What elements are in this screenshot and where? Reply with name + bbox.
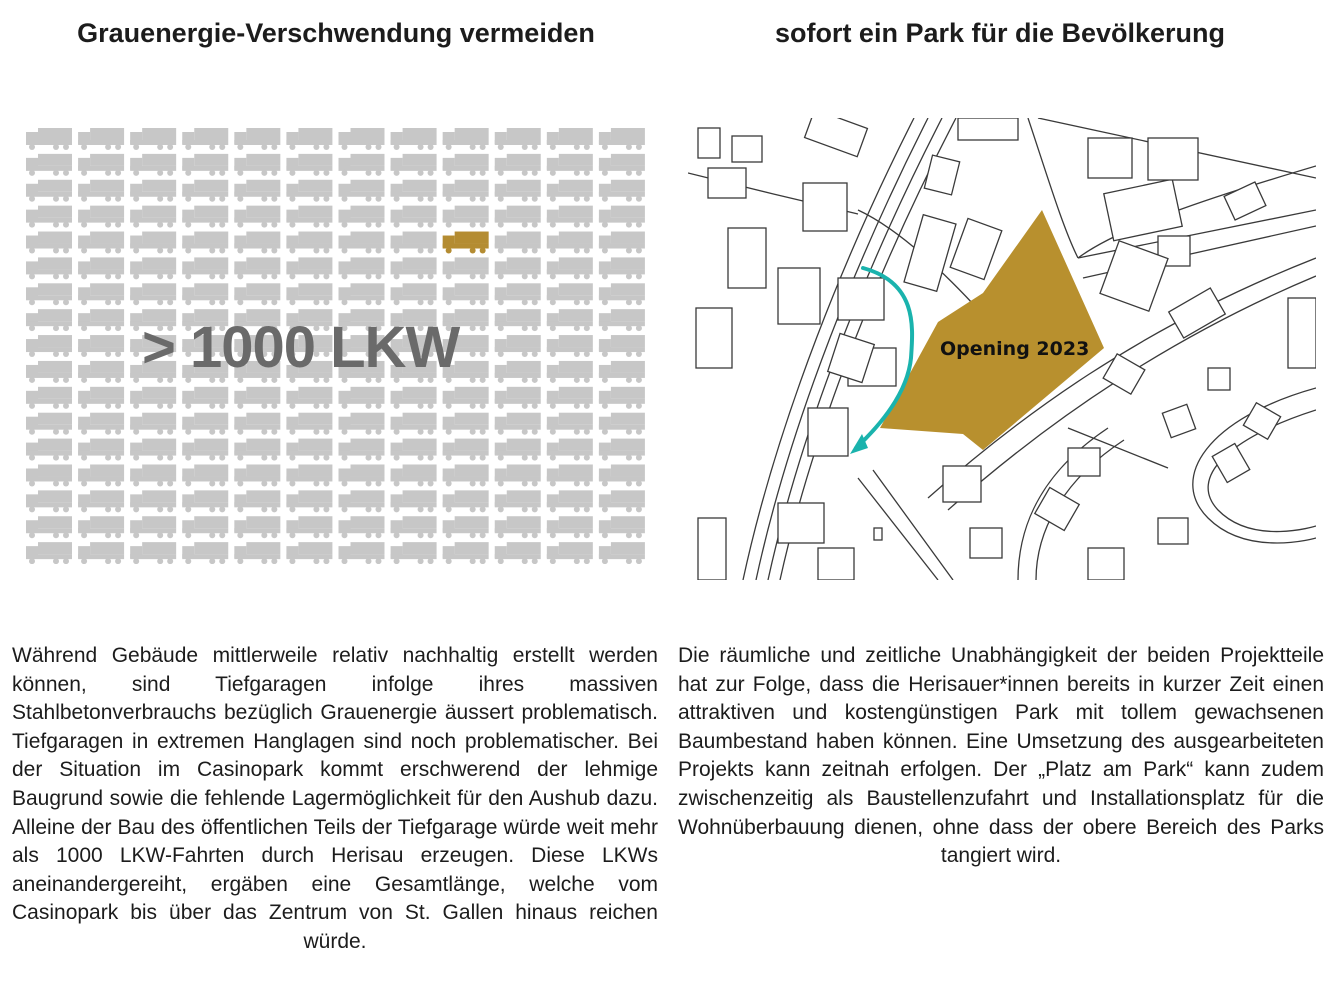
truck-icon bbox=[78, 413, 124, 435]
truck-icon bbox=[495, 516, 541, 538]
truck-icon bbox=[182, 413, 228, 435]
truck-icon bbox=[547, 361, 593, 383]
truck-icon bbox=[286, 542, 332, 564]
truck-icon bbox=[391, 154, 437, 176]
truck-icon bbox=[443, 257, 489, 279]
truck-icon bbox=[182, 128, 228, 150]
truck-icon bbox=[391, 180, 437, 202]
truck-icon bbox=[286, 413, 332, 435]
truck-icon bbox=[234, 516, 280, 538]
truck-icon bbox=[339, 439, 385, 461]
truck-icon bbox=[599, 206, 645, 228]
truck-icon bbox=[443, 206, 489, 228]
truck-icon bbox=[78, 206, 124, 228]
truck-icon bbox=[495, 283, 541, 305]
truck-icon bbox=[182, 464, 228, 486]
truck-icon bbox=[339, 257, 385, 279]
right-paragraph: Die räumliche und zeitliche Unabhängigkeit der beiden Projektteile hat zur Folge, dass die Herisauer*innen bereits in kurzer Zeit einen attraktiven und kostengünstigen Park mit tollem gewachsenen Baumbestand haben können. Eine Umsetzung des ausgearbeiteten Projekts kann zeitnah erfolgen. Der „Platz am Park“ kann zudem zwischenzeitig als Baustellenzufahrt und Installationsplatz für die Wohnüberbauung dienen, ohne dass der obere Bereich des Parks tangiert wird. bbox=[678, 644, 1324, 868]
truck-icon bbox=[130, 464, 176, 486]
truck-icon bbox=[495, 387, 541, 409]
truck-icon bbox=[495, 361, 541, 383]
truck-icon bbox=[182, 542, 228, 564]
truck-icon bbox=[78, 335, 124, 357]
truck-icon bbox=[234, 154, 280, 176]
truck-icon bbox=[599, 283, 645, 305]
truck-icon bbox=[599, 361, 645, 383]
truck-icon bbox=[26, 464, 72, 486]
truck-icon bbox=[26, 516, 72, 538]
truck-icon bbox=[78, 128, 124, 150]
truck-icon bbox=[599, 257, 645, 279]
truck-icon bbox=[495, 464, 541, 486]
truck-icon bbox=[78, 361, 124, 383]
truck-icon bbox=[78, 542, 124, 564]
truck-icon bbox=[495, 309, 541, 331]
truck-icon bbox=[26, 154, 72, 176]
truck-icon bbox=[391, 128, 437, 150]
truck-icon bbox=[286, 154, 332, 176]
truck-icon bbox=[391, 206, 437, 228]
truck-icon bbox=[547, 387, 593, 409]
truck-icon bbox=[339, 154, 385, 176]
truck-icon bbox=[286, 283, 332, 305]
truck-icon bbox=[286, 439, 332, 461]
truck-icon bbox=[26, 283, 72, 305]
truck-icon bbox=[495, 413, 541, 435]
truck-icon bbox=[286, 464, 332, 486]
truck-icon bbox=[26, 439, 72, 461]
truck-icon bbox=[130, 206, 176, 228]
truck-icon bbox=[339, 387, 385, 409]
truck-icon bbox=[234, 439, 280, 461]
truck-icon bbox=[26, 387, 72, 409]
truck-icon bbox=[443, 542, 489, 564]
truck-icon bbox=[130, 232, 176, 254]
truck-icon bbox=[495, 542, 541, 564]
truck-icon bbox=[599, 387, 645, 409]
truck-icon bbox=[130, 180, 176, 202]
truck-icon bbox=[443, 516, 489, 538]
truck-icon bbox=[286, 387, 332, 409]
truck-icon bbox=[443, 283, 489, 305]
truck-icon bbox=[286, 257, 332, 279]
truck-icon bbox=[391, 490, 437, 512]
truck-icon bbox=[443, 154, 489, 176]
truck-icon bbox=[26, 413, 72, 435]
truck-icon bbox=[182, 257, 228, 279]
truck-icon bbox=[130, 387, 176, 409]
truck-icon bbox=[495, 490, 541, 512]
truck-icon bbox=[234, 232, 280, 254]
truck-icon bbox=[599, 309, 645, 331]
truck-icon bbox=[26, 309, 72, 331]
truck-icon bbox=[339, 283, 385, 305]
truck-icon bbox=[130, 413, 176, 435]
truck-icon bbox=[547, 490, 593, 512]
truck-icon bbox=[26, 335, 72, 357]
truck-icon bbox=[547, 309, 593, 331]
truck-icon bbox=[234, 413, 280, 435]
truck-icon bbox=[599, 542, 645, 564]
truck-icon bbox=[234, 387, 280, 409]
truck-icon bbox=[547, 232, 593, 254]
truck-icon bbox=[286, 232, 332, 254]
truck-icon bbox=[234, 490, 280, 512]
truck-icon bbox=[26, 257, 72, 279]
truck-icon bbox=[182, 490, 228, 512]
left-heading: Grauenergie-Verschwendung vermeiden bbox=[77, 18, 595, 48]
truck-icon bbox=[391, 439, 437, 461]
truck-icon bbox=[547, 283, 593, 305]
truck-icon bbox=[599, 128, 645, 150]
truck-icon bbox=[339, 232, 385, 254]
truck-icon bbox=[78, 464, 124, 486]
truck-icon bbox=[391, 542, 437, 564]
truck-icon bbox=[443, 439, 489, 461]
truck-icon bbox=[547, 516, 593, 538]
truck-icon bbox=[182, 283, 228, 305]
truck-icon bbox=[391, 283, 437, 305]
truck-icon bbox=[547, 206, 593, 228]
truck-icon bbox=[339, 413, 385, 435]
truck-icon bbox=[130, 154, 176, 176]
truck-icon bbox=[495, 439, 541, 461]
truck-icon bbox=[339, 464, 385, 486]
truck-icon bbox=[391, 232, 437, 254]
truck-icon bbox=[547, 335, 593, 357]
truck-icon bbox=[599, 490, 645, 512]
truck-count-label: > 1000 LKW bbox=[142, 315, 460, 380]
truck-icon bbox=[286, 490, 332, 512]
truck-icon bbox=[234, 283, 280, 305]
truck-icon bbox=[234, 464, 280, 486]
truck-icon bbox=[26, 180, 72, 202]
truck-icon bbox=[182, 180, 228, 202]
truck-icon bbox=[130, 490, 176, 512]
truck-icon bbox=[391, 413, 437, 435]
truck-icon bbox=[547, 180, 593, 202]
truck-icon bbox=[599, 232, 645, 254]
truck-icon bbox=[182, 154, 228, 176]
left-paragraph: Während Gebäude mittlerweile relativ nachhaltig erstellt werden können, sind Tiefgaragen infolge ihres massiven Stahlbetonverbrauchs bezüglich Grauenergie äussert problematisch. Tiefgaragen in extremen Hanglagen sind noch problematischer. Bei der Situation im Casinopark kommt erschwerend der lehmige Baugrund sowie die fehlende Lagermöglichkeit für den Aushub dazu. Alleine der Bau des öffentlichen Teils der Tiefgarage würde weit mehr als 1000 LKW-Fahrten durch Herisau erzeugen. Diese LKWs aneinandergereiht, ergäben eine Gesamtlänge, welche vom Casinopark bis über das Zentrum von St. Gallen hinaus reichen würde. bbox=[12, 644, 658, 953]
truck-icon bbox=[26, 206, 72, 228]
truck-icon bbox=[443, 128, 489, 150]
truck-icon bbox=[78, 257, 124, 279]
truck-icon bbox=[182, 516, 228, 538]
truck-icon bbox=[391, 464, 437, 486]
truck-icon bbox=[130, 516, 176, 538]
truck-icon bbox=[495, 335, 541, 357]
truck-icon bbox=[234, 257, 280, 279]
truck-icon bbox=[599, 516, 645, 538]
truck-icon bbox=[599, 439, 645, 461]
truck-icon bbox=[443, 490, 489, 512]
truck-icon bbox=[234, 128, 280, 150]
truck-icon bbox=[339, 128, 385, 150]
truck-icon bbox=[286, 128, 332, 150]
truck-icon bbox=[78, 283, 124, 305]
truck-icon bbox=[495, 232, 541, 254]
truck-icon bbox=[599, 464, 645, 486]
truck-icon bbox=[26, 542, 72, 564]
truck-icon bbox=[495, 206, 541, 228]
truck-icon bbox=[599, 154, 645, 176]
truck-icon bbox=[495, 128, 541, 150]
truck-icon bbox=[182, 439, 228, 461]
truck-icon bbox=[130, 257, 176, 279]
truck-icon bbox=[130, 283, 176, 305]
truck-icon bbox=[130, 128, 176, 150]
truck-icon bbox=[234, 542, 280, 564]
truck-icon bbox=[547, 154, 593, 176]
truck-icon bbox=[26, 361, 72, 383]
truck-icon bbox=[443, 180, 489, 202]
truck-icon bbox=[286, 206, 332, 228]
truck-icon bbox=[599, 413, 645, 435]
truck-icon bbox=[234, 206, 280, 228]
truck-icon bbox=[78, 387, 124, 409]
truck-icon bbox=[130, 439, 176, 461]
truck-icon bbox=[182, 232, 228, 254]
truck-icon bbox=[547, 439, 593, 461]
truck-icon bbox=[78, 154, 124, 176]
truck-icon bbox=[495, 180, 541, 202]
truck-icon bbox=[547, 413, 593, 435]
truck-icon bbox=[78, 516, 124, 538]
truck-icon bbox=[339, 490, 385, 512]
truck-icon bbox=[443, 413, 489, 435]
truck-icon bbox=[130, 542, 176, 564]
truck-icon bbox=[286, 180, 332, 202]
truck-icon bbox=[495, 154, 541, 176]
truck-icon bbox=[599, 180, 645, 202]
truck-icon bbox=[391, 387, 437, 409]
truck-icon bbox=[26, 128, 72, 150]
truck-icon bbox=[339, 516, 385, 538]
truck-icon bbox=[78, 490, 124, 512]
truck-icon bbox=[547, 257, 593, 279]
right-heading: sofort ein Park für die Bevölkerung bbox=[774, 18, 1226, 48]
truck-icon bbox=[443, 464, 489, 486]
truck-icon bbox=[495, 257, 541, 279]
truck-icon bbox=[234, 180, 280, 202]
truck-icon bbox=[26, 490, 72, 512]
truck-icon bbox=[78, 309, 124, 331]
truck-icon bbox=[443, 387, 489, 409]
truck-icon bbox=[391, 516, 437, 538]
truck-icon bbox=[78, 439, 124, 461]
truck-icon bbox=[339, 542, 385, 564]
truck-icon bbox=[286, 516, 332, 538]
truck-icon bbox=[182, 206, 228, 228]
truck-icon bbox=[547, 542, 593, 564]
truck-icon bbox=[339, 206, 385, 228]
truck-icon bbox=[599, 335, 645, 357]
truck-icon bbox=[547, 128, 593, 150]
opening-label: Opening 2023 bbox=[940, 338, 1090, 360]
truck-icon bbox=[182, 387, 228, 409]
truck-icon bbox=[78, 180, 124, 202]
truck-icon-highlight bbox=[443, 232, 489, 254]
truck-icon bbox=[547, 464, 593, 486]
truck-icon bbox=[26, 232, 72, 254]
truck-icon bbox=[339, 180, 385, 202]
truck-icon bbox=[391, 257, 437, 279]
truck-icon bbox=[78, 232, 124, 254]
